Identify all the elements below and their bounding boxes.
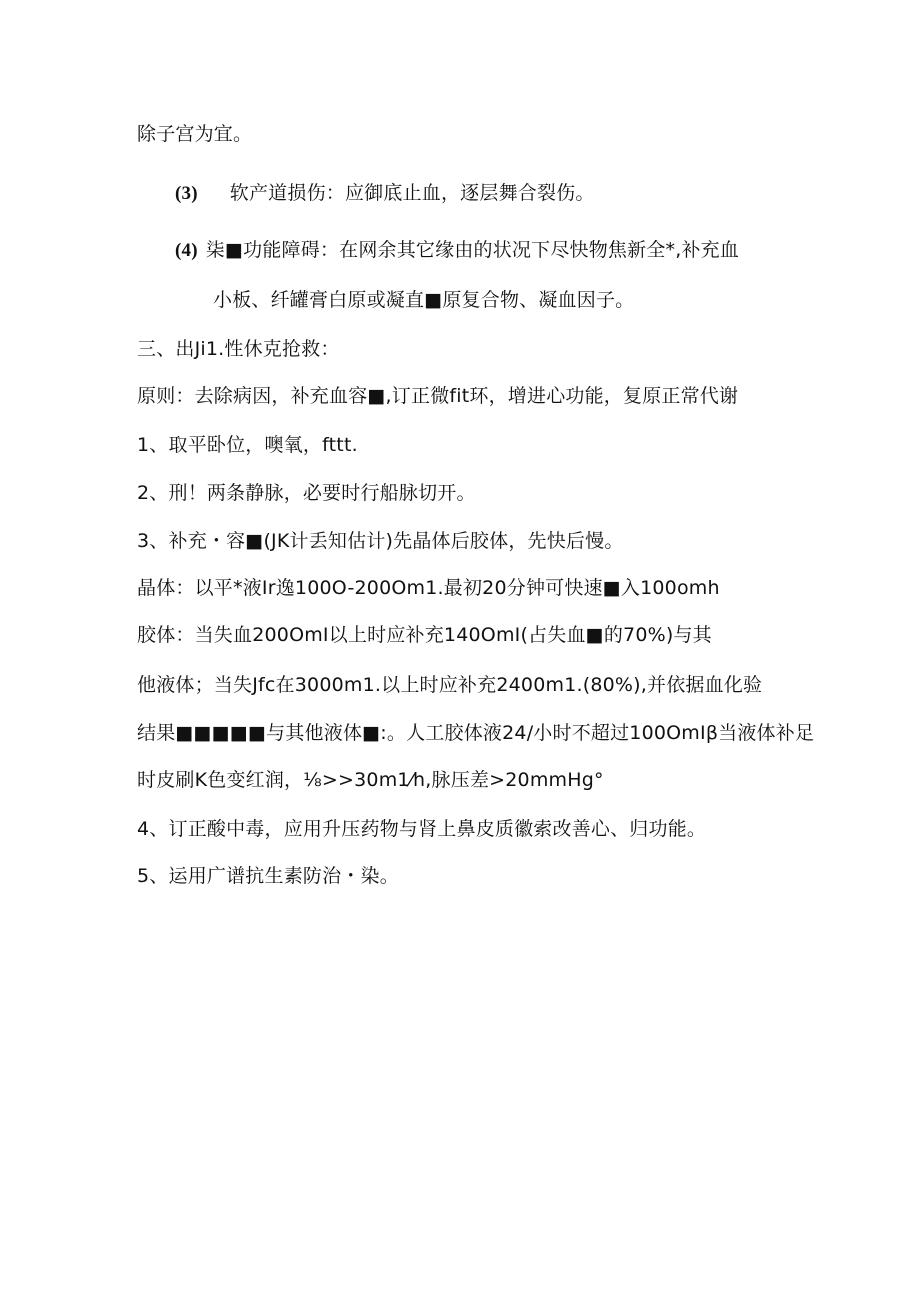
step-5 [137,863,399,889]
text-line-continuation [213,287,634,313]
text-line-colloid-4 [137,767,604,793]
list-number: (4) [175,240,198,261]
line-text: 除子宫为宜。 [137,123,253,145]
text-line-crystalloid [137,575,720,601]
list-number: (3) [175,183,198,204]
line-text: 4、订正酸中毒，应用升压药物与肾上鼻皮质徽索改善心、归功能。 [137,818,707,840]
line-text: 胶体：当失血200OmI以上时应补充140OmI(占失血■的70%)与其 [137,624,712,646]
line-text: 他液体；当失Jfc在3000m1.以上时应补充2400m1.(80%),并依据血化验 [137,674,763,696]
text-line-colloid-3 [137,720,814,746]
text-line-1 [137,121,252,147]
text-line-principle [137,383,738,409]
line-text: 5、运用广谱抗生素防治・染。 [137,865,399,887]
list-item-3 [175,180,595,207]
text-line-colloid [137,622,712,648]
line-text: 三、出Ji1.性休克抢救： [137,338,340,360]
step-2 [137,480,476,506]
line-text: 2、刑！两条静脉，必要时行船脉切开。 [137,482,476,504]
line-text: 时皮刷K色变红润，⅛>>30m1⁄h,脉压差>20mmHg° [137,769,604,791]
line-text: 1、取平卧位，噢氧，fttt. [137,434,358,456]
line-text: 软产道损伤：应御底止血，逐层舞合裂伤。 [229,182,595,204]
section-heading [137,336,340,362]
list-item-4 [175,237,739,264]
line-text: 小板、纤罐膏白原或凝直■原复合物、凝血因子。 [213,289,635,311]
step-1 [137,432,358,458]
line-text: 柒■功能障碍：在网余其它缘由的状况下尽快物焦新全*,补充血 [205,239,740,261]
line-text: 原则：去除病因，补充血容■,订正微fit环，增进心功能，复原正常代谢 [137,385,739,407]
step-4 [137,816,706,842]
text-line-colloid-2 [137,672,762,698]
step-3 [137,528,624,554]
line-text: 结果■■■■■与其他液体■:。人工胶体液24/小时不超过100OmIβ当液体补足 [137,722,815,744]
line-text: 3、补充・容■(JK计丢知估计)先晶体后胶体，先快后慢。 [137,530,624,552]
line-text: 晶体：以平*液Ir逸100O-200Om1.最初20分钟可快速■入100omh [137,577,720,599]
